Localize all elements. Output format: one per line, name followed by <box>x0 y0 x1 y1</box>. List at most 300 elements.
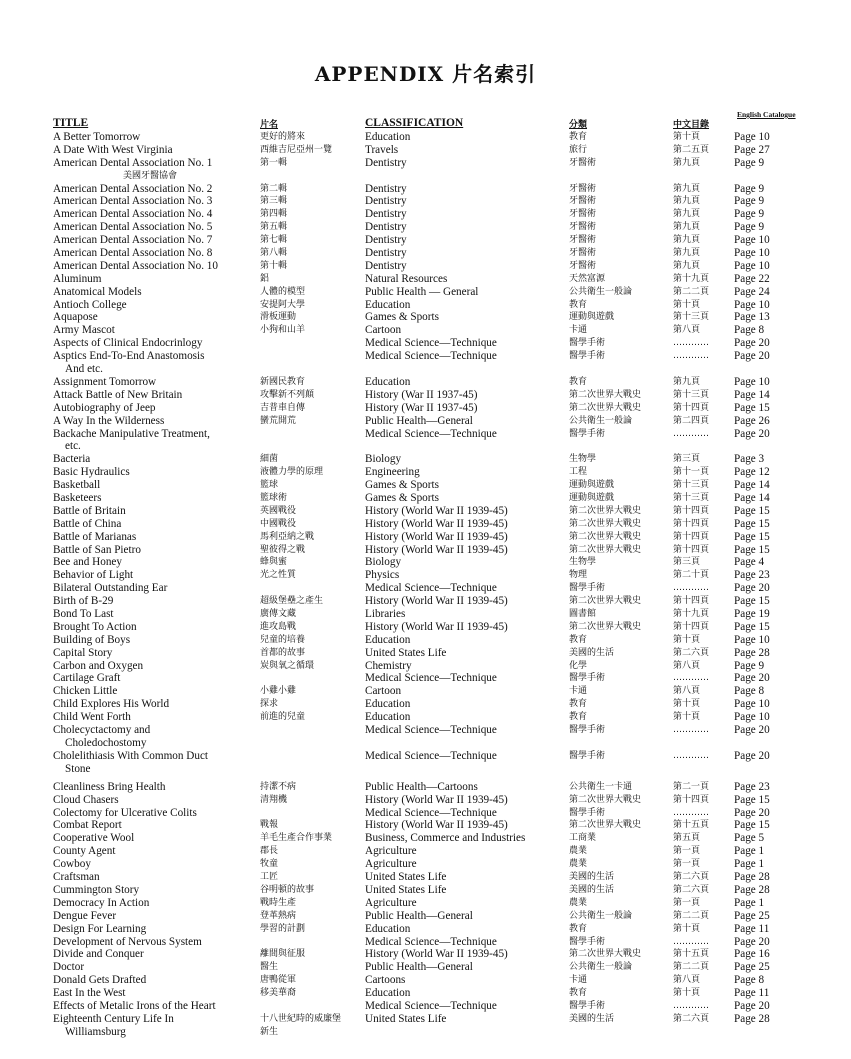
row-title-continuation: Choledochostomy <box>65 736 147 749</box>
row-title-zh: 小雞小雞 <box>260 686 297 697</box>
row-catalogue-zh: 第十九頁 <box>673 273 710 284</box>
row-title-text: Bacteria <box>53 453 91 466</box>
index-row <box>0 350 851 376</box>
row-page: Page 13 <box>734 311 770 324</box>
row-classification: Business, Commerce and Industries <box>365 832 526 845</box>
row-title <box>53 415 258 428</box>
row-classification: Public Health—Cartoons <box>365 780 478 793</box>
row-catalogue-zh: 第十九頁 <box>673 609 710 619</box>
row-catalogue-zh: 第十三頁 <box>673 492 710 503</box>
row-title-zh: 牧童 <box>260 859 279 870</box>
row-page: Page 20 <box>734 350 770 363</box>
row-catalogue-zh: 第八頁 <box>673 686 701 697</box>
row-classification: Agriculture <box>365 858 417 871</box>
row-title-zh: 離間與征服 <box>260 949 306 960</box>
index-row <box>0 247 851 260</box>
row-page: Page 10 <box>734 698 770 711</box>
row-classification-zh: 醫學手術 <box>569 1000 606 1011</box>
row-classification: Medical Science—Technique <box>365 350 497 363</box>
index-row <box>0 518 851 531</box>
row-page: Page 25 <box>734 909 770 922</box>
row-title-text: Autobiography of Jeep <box>53 401 156 414</box>
index-row <box>0 897 851 910</box>
row-page: Page 15 <box>734 530 770 543</box>
row-catalogue-zh: 第十四頁 <box>673 518 710 529</box>
row-classification-zh: 第二次世界大戰史 <box>569 949 642 960</box>
row-page: Page 16 <box>734 948 770 961</box>
row-catalogue-zh: 第八頁 <box>673 660 701 671</box>
index-row <box>0 556 851 569</box>
row-page: Page 5 <box>734 832 765 845</box>
row-page: Page 9 <box>734 208 765 221</box>
row-title <box>53 711 258 724</box>
row-title <box>53 376 258 389</box>
row-page: Page 10 <box>734 711 770 724</box>
row-classification: History (World War II 1939-45) <box>365 620 508 633</box>
index-row <box>0 595 851 608</box>
row-classification-zh: 教育 <box>569 132 588 142</box>
index-row <box>0 672 851 685</box>
row-classification: United States Life <box>365 1012 447 1025</box>
row-page: Page 15 <box>734 543 770 556</box>
row-classification-zh: 醫學手術 <box>569 750 606 761</box>
row-classification-zh: 第二次世界大戰史 <box>569 621 642 632</box>
row-page: Page 9 <box>734 221 765 234</box>
index-row <box>0 634 851 647</box>
row-classification-zh: 公共衛生一卡通 <box>569 781 633 792</box>
index-row <box>0 948 851 961</box>
row-title-text: Donald Gets Drafted <box>53 974 147 987</box>
row-classification: Libraries <box>365 608 406 620</box>
row-catalogue-zh: ………… <box>673 428 709 439</box>
row-page: Page 27 <box>734 143 770 156</box>
index-row <box>0 415 851 428</box>
row-classification-zh: 農業 <box>569 859 588 870</box>
row-title-zh: 清翔機 <box>260 794 288 805</box>
row-title-text: American Dental Association No. 2 <box>53 182 213 195</box>
row-title-zh: 第七輯 <box>260 235 288 246</box>
row-title <box>53 698 258 711</box>
row-page: Page 15 <box>734 595 770 608</box>
row-title-zh: 籃球 <box>260 480 279 491</box>
row-title <box>53 987 258 1000</box>
index-row <box>0 608 851 621</box>
row-classification: Biology <box>365 453 402 466</box>
row-classification-zh: 牙醫術 <box>569 235 597 246</box>
row-title <box>53 582 258 595</box>
row-title <box>53 750 258 776</box>
row-catalogue-zh: ………… <box>673 673 709 684</box>
row-catalogue-zh: 第十頁 <box>673 132 701 142</box>
row-classification-zh: 教育 <box>569 923 588 934</box>
row-classification: History (World War II 1939-45) <box>365 793 508 806</box>
row-classification-zh: 教育 <box>569 988 588 999</box>
row-title-zh: 第四輯 <box>260 209 288 220</box>
row-classification-zh: 醫學手術 <box>569 338 606 349</box>
index-row <box>0 685 851 698</box>
row-title <box>53 466 258 479</box>
row-title <box>53 647 258 660</box>
index-row <box>0 724 851 750</box>
row-title-zh: 蠻荒開荒 <box>260 415 297 426</box>
row-catalogue-zh: ………… <box>673 936 709 947</box>
row-classification: Education <box>365 922 411 935</box>
row-title <box>53 299 258 312</box>
row-page: Page 10 <box>734 298 770 311</box>
row-catalogue-zh: 第二二頁 <box>673 962 710 973</box>
row-title-text: Carbon and Oxygen <box>53 659 144 672</box>
row-title <box>53 794 258 807</box>
row-page: Page 9 <box>734 195 765 208</box>
row-catalogue-zh: 第十五頁 <box>673 820 710 831</box>
row-classification: Cartoons <box>365 974 406 987</box>
row-title <box>53 685 258 698</box>
row-title-zh: 第一輯 <box>260 157 288 168</box>
row-catalogue-zh: 第十一頁 <box>673 467 710 478</box>
row-catalogue-zh: 第九頁 <box>673 157 701 168</box>
row-classification: History (World War II 1939-45) <box>365 504 508 517</box>
row-classification-zh: 第二次世界大戰史 <box>569 505 642 516</box>
row-title-text: Aspects of Clinical Endocrinlogy <box>53 337 203 350</box>
row-classification-zh: 公共衛生一般論 <box>569 286 633 297</box>
row-title-text: Aquapose <box>53 311 98 324</box>
index-row <box>0 711 851 724</box>
row-classification: Education <box>365 987 411 1000</box>
row-page: Page 10 <box>734 247 770 260</box>
row-classification-zh: 牙醫術 <box>569 157 597 168</box>
row-title-zh: 羊毛生產合作事業 <box>260 833 333 844</box>
row-catalogue-zh: 第十頁 <box>673 299 701 310</box>
row-title-zh: 超級堡壘之產生 <box>260 596 324 607</box>
row-catalogue-zh: 第十頁 <box>673 988 701 999</box>
row-page: Page 4 <box>734 556 765 569</box>
row-classification-zh: 卡通 <box>569 686 588 697</box>
row-title <box>53 660 258 673</box>
row-title-text: Birth of B-29 <box>53 595 114 608</box>
row-classification: Games & Sports <box>365 311 439 324</box>
index-row <box>0 195 851 208</box>
row-title <box>53 897 258 910</box>
row-title-zh: 炭與氧之循環 <box>260 660 315 671</box>
row-page: Page 14 <box>734 479 770 492</box>
row-title-zh: 小狗和山羊 <box>260 325 306 336</box>
index-row <box>0 750 851 781</box>
index-row <box>0 183 851 196</box>
row-title-continuation: etc. <box>65 440 81 453</box>
row-classification-zh: 第二次世界大戰史 <box>569 544 642 555</box>
row-title <box>53 273 258 286</box>
row-page: Page 15 <box>734 793 770 806</box>
index-row <box>0 871 851 884</box>
row-title-zh: 安提阿大學 <box>260 299 306 310</box>
row-title <box>53 819 258 832</box>
row-classification: History (World War II 1939-45) <box>365 543 508 556</box>
index-row <box>0 845 851 858</box>
row-classification-zh: 美國的生活 <box>569 647 615 658</box>
row-catalogue-zh: 第十四頁 <box>673 621 710 632</box>
row-classification: United States Life <box>365 871 447 884</box>
row-title-zh: 人體的模型 <box>260 286 306 297</box>
row-title-text: Army Mascot <box>53 324 115 337</box>
row-classification-zh: 運動與遊戲 <box>569 492 615 503</box>
row-title-zh: 蜂與蜜 <box>260 557 288 568</box>
row-title <box>53 324 258 337</box>
row-classification-zh: 教育 <box>569 712 588 723</box>
row-catalogue-zh: 第十頁 <box>673 699 701 710</box>
row-title-text: Divide and Conquer <box>53 948 144 961</box>
index-row <box>0 923 851 936</box>
row-title-zh: 唐鴨從軍 <box>260 975 297 986</box>
row-catalogue-zh: 第八頁 <box>673 325 701 336</box>
row-classification: Engineering <box>365 466 420 479</box>
row-catalogue-zh: 第二五頁 <box>673 144 710 155</box>
row-classification: Dentistry <box>365 259 407 272</box>
row-classification: Medical Science—Technique <box>365 999 497 1012</box>
row-page: Page 20 <box>734 806 770 819</box>
row-title-zh: 首都的故事 <box>260 647 306 658</box>
row-title <box>53 157 258 183</box>
row-title-zh: 郡長 <box>260 846 279 857</box>
row-classification: Medical Science—Technique <box>365 935 497 948</box>
row-catalogue-zh: 第十四頁 <box>673 505 710 516</box>
row-title <box>53 350 258 376</box>
row-title-zh: 液體力學的原理 <box>260 467 324 478</box>
row-classification-zh: 醫學手術 <box>569 351 606 362</box>
row-classification: Cartoon <box>365 685 402 698</box>
row-classification-zh: 生物學 <box>569 557 597 568</box>
row-title-text: Antioch College <box>53 298 127 311</box>
row-title <box>53 544 258 557</box>
row-catalogue-zh: 第九頁 <box>673 248 701 259</box>
row-classification-zh: 第二次世界大戰史 <box>569 402 642 413</box>
index-row <box>0 208 851 221</box>
row-catalogue-zh: 第二二頁 <box>673 910 710 921</box>
row-title-zh: 攻擊新不列顛 <box>260 389 315 400</box>
index-row <box>0 961 851 974</box>
row-title-text: Doctor <box>53 961 85 974</box>
row-classification: Cartoon <box>365 324 402 337</box>
row-classification-zh: 工商業 <box>569 833 597 844</box>
row-classification-zh: 農業 <box>569 897 588 908</box>
row-title-text: American Dental Association No. 4 <box>53 208 213 221</box>
header-title-zh: 片名 <box>260 120 279 130</box>
row-title <box>53 208 258 221</box>
row-catalogue-zh: ………… <box>673 750 709 761</box>
row-title <box>53 221 258 234</box>
row-title <box>53 402 258 415</box>
row-title-continuation: Williamsburg <box>65 1025 126 1038</box>
row-title <box>53 234 258 247</box>
row-classification-zh: 醫學手術 <box>569 807 606 818</box>
row-title-text: Basic Hydraulics <box>53 466 130 479</box>
row-classification: Medical Science—Technique <box>365 806 497 819</box>
index-row <box>0 286 851 299</box>
row-title <box>53 531 258 544</box>
row-title-text: Battle of China <box>53 517 122 530</box>
row-title-zh: 進攻島戰 <box>260 621 297 632</box>
row-title-text: Chicken Little <box>53 685 118 698</box>
row-classification: Medical Science—Technique <box>365 337 497 350</box>
row-title <box>53 183 258 196</box>
row-title-text: Dengue Fever <box>53 909 117 922</box>
row-title-zh: 第五輯 <box>260 222 288 233</box>
index-row <box>0 698 851 711</box>
row-title-zh: 吉普車自傳 <box>260 402 306 413</box>
row-title <box>53 389 258 402</box>
row-title-zh: 細菌 <box>260 454 279 465</box>
row-title <box>53 871 258 884</box>
row-title <box>53 1000 258 1013</box>
row-title <box>53 453 258 466</box>
row-page: Page 28 <box>734 871 770 884</box>
row-catalogue-zh: 第九頁 <box>673 196 701 207</box>
row-page: Page 28 <box>734 646 770 659</box>
index-row <box>0 337 851 350</box>
row-page: Page 10 <box>734 259 770 272</box>
row-classification: Education <box>365 298 411 311</box>
row-classification: Dentistry <box>365 156 407 169</box>
row-page: Page 15 <box>734 504 770 517</box>
row-classification: United States Life <box>365 646 447 659</box>
row-classification-zh: 牙醫術 <box>569 196 597 207</box>
row-catalogue-zh: 第九頁 <box>673 222 701 233</box>
header-chinese-catalogue: 中文目錄 <box>673 120 710 130</box>
row-title-text: Cowboy <box>53 858 91 871</box>
row-catalogue-zh: 第一頁 <box>673 859 701 870</box>
row-title-text: Asptics End-To-End Anastomosis <box>53 350 205 363</box>
row-title-zh: 探求 <box>260 699 279 710</box>
row-page: Page 20 <box>734 337 770 350</box>
index-row <box>0 781 851 794</box>
row-title-text: Cartilage Graft <box>53 672 121 685</box>
row-title <box>53 311 258 324</box>
row-classification-zh: 農業 <box>569 846 588 857</box>
row-title-text: Effects of Metalic Irons of the Heart <box>53 999 216 1012</box>
row-classification: Dentistry <box>365 195 407 208</box>
row-title-text: Colectomy for Ulcerative Colits <box>53 806 197 819</box>
row-title-zh: 第二輯 <box>260 183 288 194</box>
row-title-text: County Agent <box>53 845 116 858</box>
row-title-text: American Dental Association No. 7 <box>53 234 213 247</box>
header-classification-zh: 分類 <box>569 120 588 130</box>
row-catalogue-zh: 第五頁 <box>673 833 701 844</box>
row-title-zh: 前進的兒童 <box>260 712 306 723</box>
row-classification-zh: 美國的生活 <box>569 1013 615 1024</box>
header-classification: CLASSIFICATION <box>365 117 464 129</box>
row-title <box>53 247 258 260</box>
row-classification-zh: 教育 <box>569 699 588 710</box>
index-row <box>0 428 851 454</box>
row-classification: Games & Sports <box>365 491 439 504</box>
row-page: Page 28 <box>734 883 770 896</box>
row-page: Page 10 <box>734 375 770 388</box>
row-catalogue-zh: 第九頁 <box>673 209 701 220</box>
row-title-text: Assignment Tomorrow <box>53 375 157 388</box>
row-classification: Dentistry <box>365 182 407 195</box>
row-classification: Games & Sports <box>365 479 439 492</box>
row-page: Page 9 <box>734 156 765 169</box>
row-title-zh: 鋁 <box>260 273 270 284</box>
row-classification-zh: 牙醫術 <box>569 248 597 259</box>
row-catalogue-zh: 第一頁 <box>673 846 701 857</box>
row-title <box>53 492 258 505</box>
index-row <box>0 324 851 337</box>
row-catalogue-zh: 第十四頁 <box>673 402 710 413</box>
row-title <box>53 923 258 936</box>
row-catalogue-zh: ………… <box>673 351 709 362</box>
row-title <box>53 961 258 974</box>
index-row <box>0 621 851 634</box>
index-row <box>0 544 851 557</box>
row-catalogue-zh: 第二六頁 <box>673 872 710 883</box>
row-classification: Medical Science—Technique <box>365 749 497 762</box>
row-title <box>53 131 258 144</box>
row-classification-zh: 醫學手術 <box>569 673 606 684</box>
row-title <box>53 608 258 621</box>
row-page: Page 20 <box>734 672 770 685</box>
row-page: Page 20 <box>734 427 770 440</box>
index-row <box>0 157 851 183</box>
row-page: Page 14 <box>734 491 770 504</box>
index-row <box>0 479 851 492</box>
row-classification: Dentistry <box>365 208 407 221</box>
row-title <box>53 1013 258 1039</box>
row-classification-zh: 運動與遊戲 <box>569 312 615 323</box>
row-catalogue-zh: ………… <box>673 725 709 736</box>
row-title-text: Development of Nervous System <box>53 935 202 948</box>
row-classification: History (War II 1937-45) <box>365 401 478 414</box>
header-title: TITLE <box>53 117 89 129</box>
row-classification: Agriculture <box>365 845 417 858</box>
row-page: Page 12 <box>734 466 770 479</box>
row-classification-zh: 牙醫術 <box>569 183 597 194</box>
row-classification: Public Health—General <box>365 414 473 427</box>
row-catalogue-zh: 第九頁 <box>673 183 701 194</box>
row-classification-zh: 醫學手術 <box>569 428 606 439</box>
row-title-text: Bond To Last <box>53 608 114 620</box>
row-title-text: East In the West <box>53 987 126 1000</box>
row-title-zh: 登革熱病 <box>260 910 297 921</box>
index-row <box>0 974 851 987</box>
row-title-text: Battle of Marianas <box>53 530 137 543</box>
row-classification: Medical Science—Technique <box>365 724 497 737</box>
row-title <box>53 337 258 350</box>
row-classification-zh: 卡通 <box>569 325 588 336</box>
index-row <box>0 273 851 286</box>
row-classification-zh: 第二次世界大戰史 <box>569 518 642 529</box>
row-page: Page 20 <box>734 999 770 1012</box>
index-row <box>0 819 851 832</box>
row-page: Page 10 <box>734 131 770 143</box>
row-classification: Biology <box>365 556 402 569</box>
row-title <box>53 505 258 518</box>
row-classification: United States Life <box>365 883 447 896</box>
row-page: Page 25 <box>734 961 770 974</box>
row-title <box>53 724 258 750</box>
row-title-text: Cooperative Wool <box>53 832 135 845</box>
row-classification-zh: 美國的生活 <box>569 872 615 883</box>
row-classification-zh: 天然富源 <box>569 273 606 284</box>
row-title-text: Child Went Forth <box>53 711 131 724</box>
row-classification-zh: 美國的生活 <box>569 884 615 895</box>
row-title-zh: 滑板運動 <box>260 312 297 323</box>
row-page: Page 15 <box>734 819 770 832</box>
row-title-text: Combat Report <box>53 819 122 832</box>
row-classification-zh: 卡通 <box>569 975 588 986</box>
row-page: Page 11 <box>734 922 770 935</box>
row-classification-zh: 第二次世界大戰史 <box>569 531 642 542</box>
row-classification-zh: 物理 <box>569 570 588 581</box>
